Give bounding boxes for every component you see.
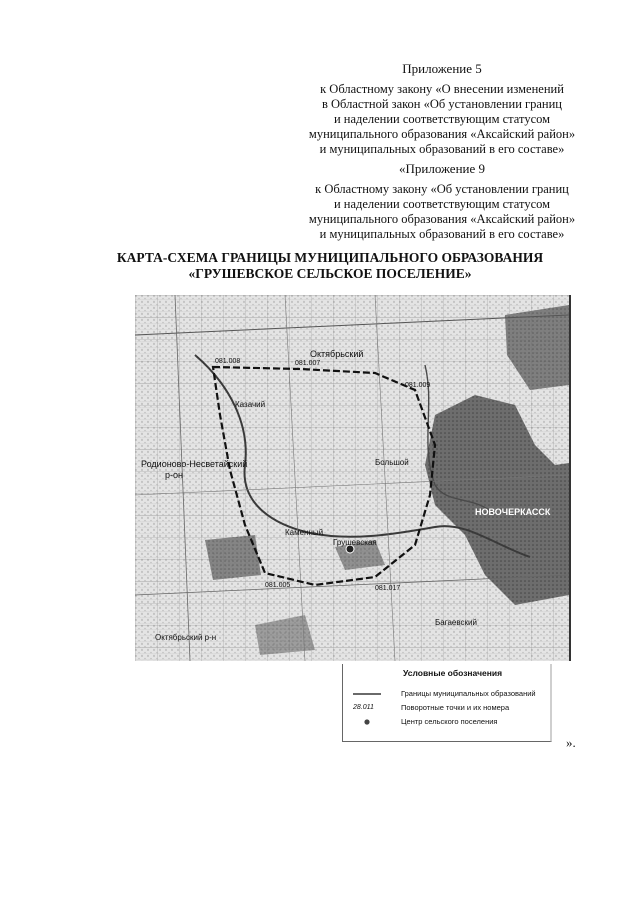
map-label: НОВОЧЕРКАССК [475, 507, 551, 517]
map-title-line-2: «ГРУШЕВСКОЕ СЕЛЬСКОЕ ПОСЕЛЕНИЕ» [188, 266, 472, 281]
legend-item-points [343, 702, 550, 716]
map-legend [342, 664, 552, 742]
appendix-5-line: и муниципальных образований в его составе» [319, 142, 565, 156]
legend-item-label: Центр сельского поселения [401, 717, 498, 726]
turning-point-sample: 28.011 [353, 704, 374, 711]
map-label: Казачий [235, 400, 266, 409]
appendix-9-line: и муниципальных образований в его составе» [319, 227, 565, 241]
map-label: Багаевский [435, 618, 477, 627]
map-label: Большой [375, 458, 409, 467]
map-label: Родионово-Несветайский [141, 459, 248, 469]
appendix-9-line: и наделении соответствующим статусом [333, 197, 551, 211]
boundary-point-label: 081.017 [375, 585, 401, 592]
map-title-line-1: КАРТА-СХЕМА ГРАНИЦЫ МУНИЦИПАЛЬНОГО ОБРАЗОВАНИЯ [116, 250, 544, 265]
boundary-point-label: 081.008 [215, 358, 241, 365]
legend-item-label: Поворотные точки и их номера [401, 703, 510, 712]
appendix-5-block [292, 61, 592, 157]
boundary-line-icon [353, 688, 381, 700]
map-label: р-он [165, 470, 183, 480]
legend-item-center [343, 716, 550, 730]
appendix-5-line: к Областному закону «О внесении изменений [320, 82, 564, 96]
appendix-9-heading: «Приложение 9 [398, 161, 486, 176]
appendix-5-heading: Приложение 5 [402, 61, 482, 76]
map-svg [135, 295, 569, 661]
map-label: Октябрьский [310, 349, 364, 359]
appendix-9-line: муниципального образования «Аксайский район» [308, 212, 576, 226]
map-label: Каменный [285, 528, 324, 537]
closing-quote: ». [566, 735, 576, 750]
legend-title: Условные обозначения [403, 668, 503, 678]
settlement-center-icon [353, 716, 381, 728]
appendix-9-block [292, 161, 592, 242]
appendix-5-line: и наделении соответствующим статусом [333, 112, 551, 126]
legend-item-boundary [343, 688, 550, 702]
boundary-point-label: 081.005 [265, 582, 291, 589]
map-label: Грушевская [333, 538, 377, 547]
map-label: Октябрьский р-н [155, 633, 217, 642]
appendix-5-line: в Областной закон «Об установлении границ [321, 97, 562, 111]
legend-item-label: Границы муниципальных образований [401, 689, 536, 698]
boundary-point-label: 081.007 [295, 360, 321, 367]
boundary-point-label: 081.009 [405, 382, 431, 389]
map-title [60, 250, 600, 282]
appendix-9-line: к Областному закону «Об установлении границ [315, 182, 569, 196]
topographic-map [135, 295, 571, 661]
appendix-5-line: муниципального образования «Аксайский район» [308, 127, 576, 141]
